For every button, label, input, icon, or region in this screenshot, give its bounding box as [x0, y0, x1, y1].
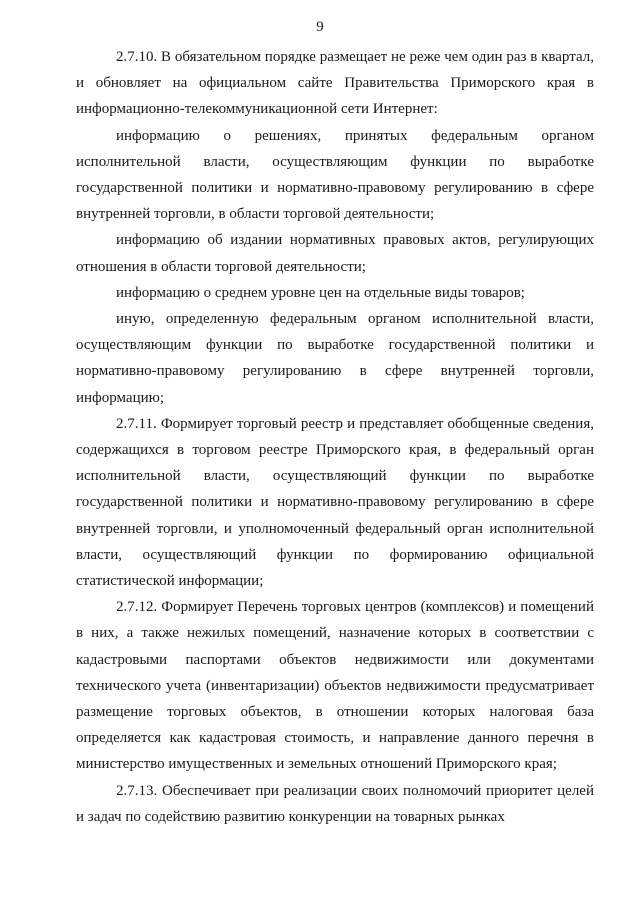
paragraph-2-7-12: 2.7.12. Формирует Перечень торговых центров (комплексов) и помещений в них, а также нежилых помещений, назначение которых в соответствии с кадастровыми паспортами объектов недвижимости или документами технического учета (инвентаризации) объектов недвижимости предусматривает размещение торговых объектов, в отношении которых налоговая база определяется как кадастровая стоимость, и направление данного перечня в министерство имущественных и земельных отношений Приморского края;	[76, 599, 594, 773]
paragraph-2-7-11: 2.7.11. Формирует торговый реестр и представляет обобщенные сведения, содержащихся в торговом реестре Приморского края, в федеральный орган исполнительной власти, осуществляющий функции по выработке государственной политики и нормативно-правовому регулированию в сфере внутренней торговли, и уполномоченный федеральный орган исполнительной власти, осуществляющий функции по формированию официальной статистической информации;	[76, 415, 594, 590]
paragraph-info-acts: информацию об издании нормативных правовых актов, регулирующих отношения в области торговой деятельности;	[76, 232, 594, 275]
page-number: 9	[316, 19, 324, 35]
paragraph-info-decisions: информацию о решениях, принятых федеральным органом исполнительной власти, осуществляющим функции по выработке государственной политики и нормативно-правовому регулированию в сфере внутренней торговли, в области торговой деятельности;	[76, 127, 594, 223]
paragraph-2-7-13: 2.7.13. Обеспечивает при реализации своих полномочий приоритет целей и задач по содействию развитию конкуренции на товарных рынках	[76, 782, 594, 825]
paragraph-info-prices: информацию о среднем уровне цен на отдельные виды товаров;	[116, 284, 525, 301]
paragraph-2-7-10: 2.7.10. В обязательном порядке размещает не реже чем один раз в квартал, и обновляет на официальном сайте Правительства Приморского края в информационно-телекоммуникационной сети Интернет:	[76, 49, 594, 118]
document-body	[76, 44, 594, 830]
paragraph-other-info: иную, определенную федеральным органом исполнительной власти, осуществляющим функции по выработке государственной политики и нормативно-правовому регулированию в сфере внутренней торговли, информацию;	[76, 311, 594, 406]
